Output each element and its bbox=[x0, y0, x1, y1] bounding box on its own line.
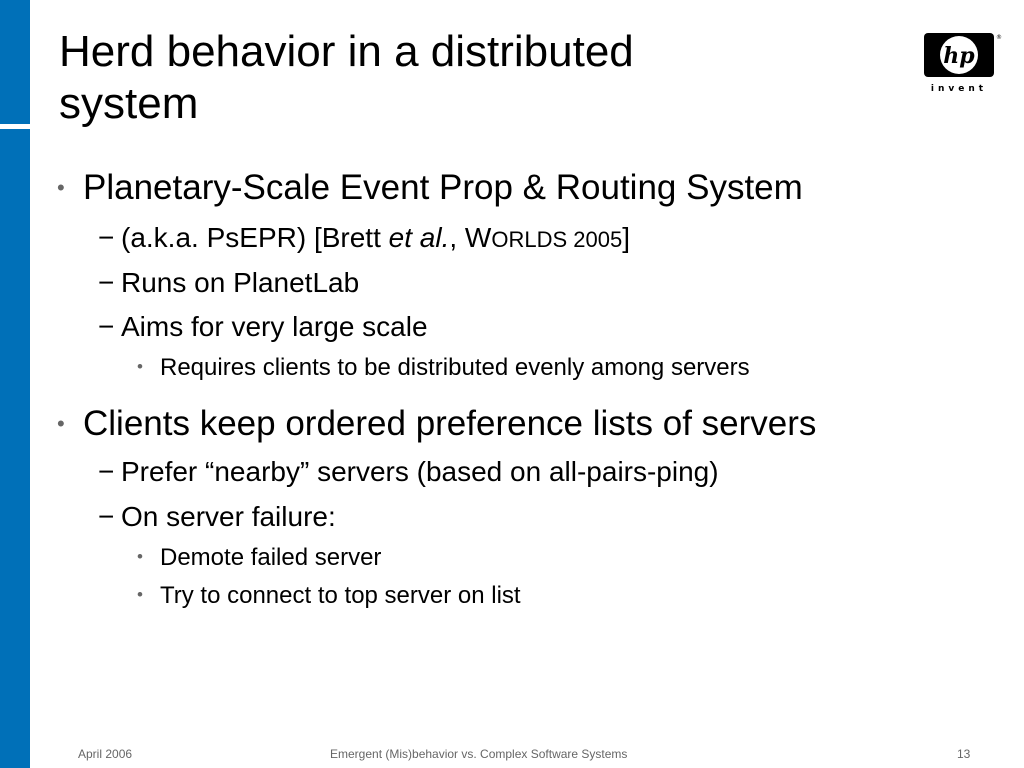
bullet-2-sub-2-sub-1: Demote failed server bbox=[160, 544, 382, 571]
citation-comma: , bbox=[449, 222, 465, 253]
dash-icon: − bbox=[98, 501, 115, 532]
dash-icon: − bbox=[98, 311, 115, 342]
footer-date: April 2006 bbox=[78, 747, 133, 761]
registered-mark: ® bbox=[996, 34, 1002, 41]
title-line-2: system bbox=[59, 79, 199, 128]
citation-et-al: et al. bbox=[388, 222, 450, 253]
dash-icon: − bbox=[98, 222, 115, 253]
bullet-1-sub-3-sub-1: Requires clients to be distributed evenly among servers bbox=[160, 354, 750, 381]
bullet-2-text: Clients keep ordered preference lists of servers bbox=[83, 404, 817, 443]
dash-icon: − bbox=[98, 267, 115, 298]
bullet-icon: • bbox=[137, 357, 143, 376]
venue-initial: W bbox=[464, 222, 492, 253]
bullet-icon: • bbox=[137, 547, 143, 566]
bullet-1-sub-2: Runs on PlanetLab bbox=[121, 267, 360, 298]
citation-close: ] bbox=[622, 222, 630, 253]
citation-prefix: (a.k.a. PsEPR) [Brett bbox=[121, 222, 389, 253]
bullet-2-sub-2-sub-2: Try to connect to top server on list bbox=[160, 582, 521, 609]
bullet-1-sub-1 bbox=[121, 222, 630, 256]
footer-page-number: 13 bbox=[957, 747, 971, 761]
logo-tagline-text: invent bbox=[930, 84, 988, 94]
logo-brand-text: hp bbox=[943, 43, 975, 69]
bullet-1-sub-3: Aims for very large scale bbox=[121, 311, 428, 342]
bullet-icon: • bbox=[137, 585, 143, 604]
venue-rest: ORLDS 2005 bbox=[491, 227, 623, 252]
bullet-1-text: Planetary-Scale Event Prop & Routing System bbox=[83, 168, 803, 207]
bullet-icon: • bbox=[57, 175, 65, 200]
bullet-icon: • bbox=[57, 411, 65, 436]
footer-talk-title: Emergent (Mis)behavior vs. Complex Software Systems bbox=[330, 747, 628, 761]
bullet-2-sub-2: On server failure: bbox=[121, 501, 336, 532]
bullet-2-sub-1: Prefer “nearby” servers (based on all-pairs-ping) bbox=[121, 456, 719, 487]
title-line-1: Herd behavior in a distributed bbox=[59, 27, 634, 76]
dash-icon: − bbox=[98, 456, 115, 487]
